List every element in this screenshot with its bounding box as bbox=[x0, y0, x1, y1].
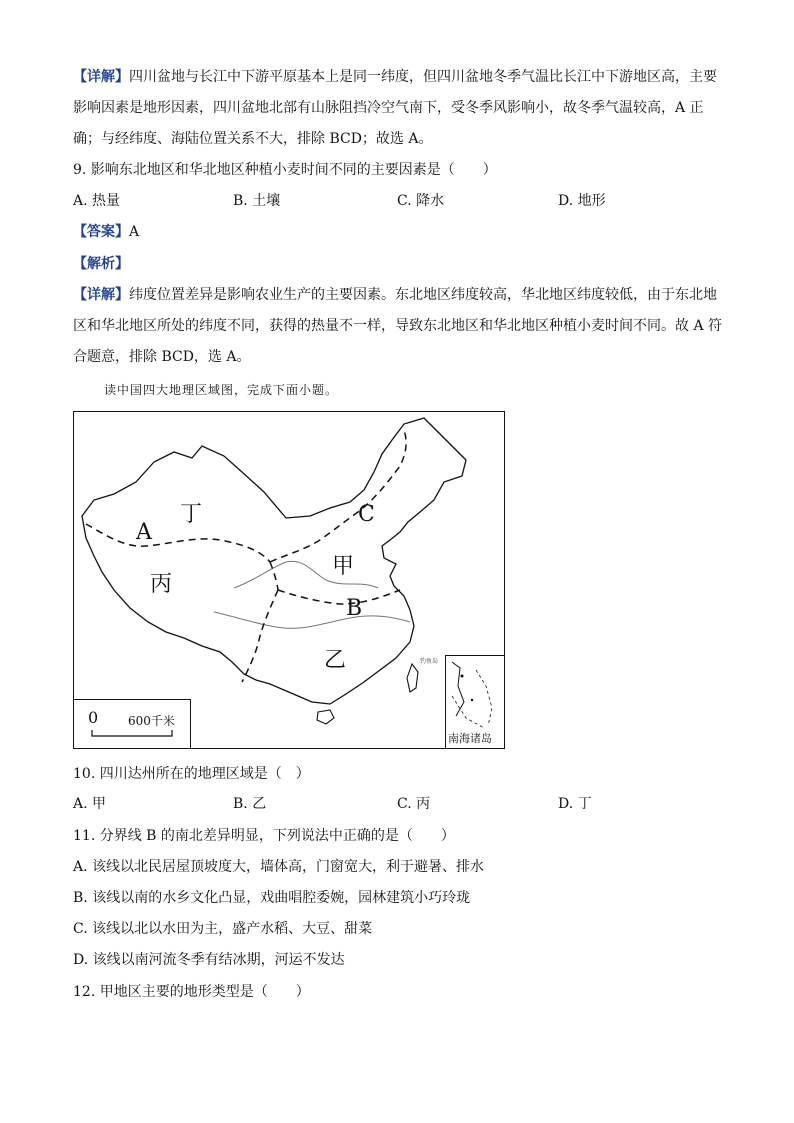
region-label-a: A bbox=[136, 520, 152, 545]
yangtze-river bbox=[214, 612, 410, 628]
q11-option-d: D. 该线以南河流冬季有结冰期，河运不发达 bbox=[73, 952, 345, 968]
q9-option-a: A. 热量 bbox=[73, 193, 121, 209]
scale-bar bbox=[74, 699, 191, 748]
q8-detail-line1: 【详解】四川盆地与长江中下游平原基本上是同一纬度，但四川盆地冬季气温比长江中下游地区高，主要 bbox=[73, 69, 717, 85]
q9-stem: 9. 影响东北地区和华北地区种植小麦时间不同的主要因素是（ ） bbox=[73, 162, 497, 178]
island-label: 钓鱼岛 bbox=[420, 658, 439, 665]
region-label-yi: 乙 bbox=[324, 648, 347, 673]
region-label-bing: 丙 bbox=[150, 572, 173, 597]
q9-option-b: B. 土壤 bbox=[233, 193, 281, 209]
q11-option-b: B. 该线以南的水乡文化凸显，戏曲唱腔委婉，园林建筑小巧玲珑 bbox=[73, 890, 471, 906]
q9-detail-line1: 【详解】纬度位置差异是影响农业生产的主要因素。东北地区纬度较高，华北地区纬度较低，由于东北地 bbox=[73, 287, 717, 303]
taiwan-outline bbox=[407, 664, 418, 692]
q10-option-c: C. 丙 bbox=[397, 796, 431, 812]
q9-detail-line2: 区和华北地区所处的纬度不同，获得的热量不一样，导致东北地区和华北地区种植小麦时间不同。故 A 符 bbox=[73, 318, 723, 334]
china-regions-map bbox=[73, 411, 505, 749]
q10-stem: 10. 四川达州所在的地理区域是（ ） bbox=[73, 766, 310, 782]
q9-detail-line3: 合题意，排除 BCD，选 A。 bbox=[73, 349, 251, 365]
scale-ruler bbox=[74, 700, 190, 748]
q11-stem: 11. 分界线 B 的南北差异明显，下列说法中正确的是（ ） bbox=[73, 828, 455, 844]
yellow-river bbox=[234, 561, 378, 588]
q11-option-c: C. 该线以北以水田为主，盛产水稻、大豆、甜菜 bbox=[73, 921, 373, 937]
q11-option-a: A. 该线以北民居屋顶坡度大，墙体高，门窗宽大，利于避暑、排水 bbox=[73, 859, 485, 875]
q9-analysis-heading bbox=[73, 254, 129, 274]
scale-distance: 600千米 bbox=[128, 714, 175, 728]
south-sea-inset bbox=[445, 655, 504, 748]
analysis-tag: 【解析】 bbox=[73, 256, 129, 272]
boundary-line-ding-bing bbox=[86, 520, 270, 562]
boundary-line-b bbox=[278, 590, 400, 604]
q10-option-d: D. 丁 bbox=[558, 796, 592, 812]
region-label-c: C bbox=[358, 502, 375, 527]
detail-tag: 【详解】 bbox=[73, 69, 129, 85]
hainan-outline bbox=[317, 710, 334, 724]
map-instruction: 读中国四大地理区域图，完成下面小题。 bbox=[104, 383, 339, 397]
answer-tag: 【答案】 bbox=[73, 224, 129, 240]
q9-option-c: C. 降水 bbox=[397, 193, 445, 209]
region-label-ding: 丁 bbox=[180, 502, 203, 527]
q9-option-d: D. 地形 bbox=[558, 193, 606, 209]
q10-option-b: B. 乙 bbox=[233, 796, 267, 812]
boundary-line-bing-yi bbox=[242, 590, 278, 682]
q10-option-a: A. 甲 bbox=[73, 796, 107, 812]
region-label-b: B bbox=[346, 596, 363, 621]
inset-label: 南海诸岛 bbox=[448, 732, 492, 745]
detail-tag: 【详解】 bbox=[73, 287, 129, 303]
region-label-jia: 甲 bbox=[332, 554, 355, 579]
q12-stem: 12. 甲地区主要的地形类型是（ ） bbox=[73, 984, 310, 1000]
q8-detail-line3: 确；与经纬度、海陆位置关系不大，排除 BCD；故选 A。 bbox=[73, 131, 433, 147]
q9-answer bbox=[73, 222, 139, 242]
scale-zero: 0 bbox=[88, 708, 99, 727]
answer-value: A bbox=[129, 224, 140, 240]
q8-detail-line2: 影响因素是地形因素，四川盆地北部有山脉阻挡冷空气南下，受冬季风影响小，故冬季气温较高，A 正 bbox=[73, 100, 704, 116]
